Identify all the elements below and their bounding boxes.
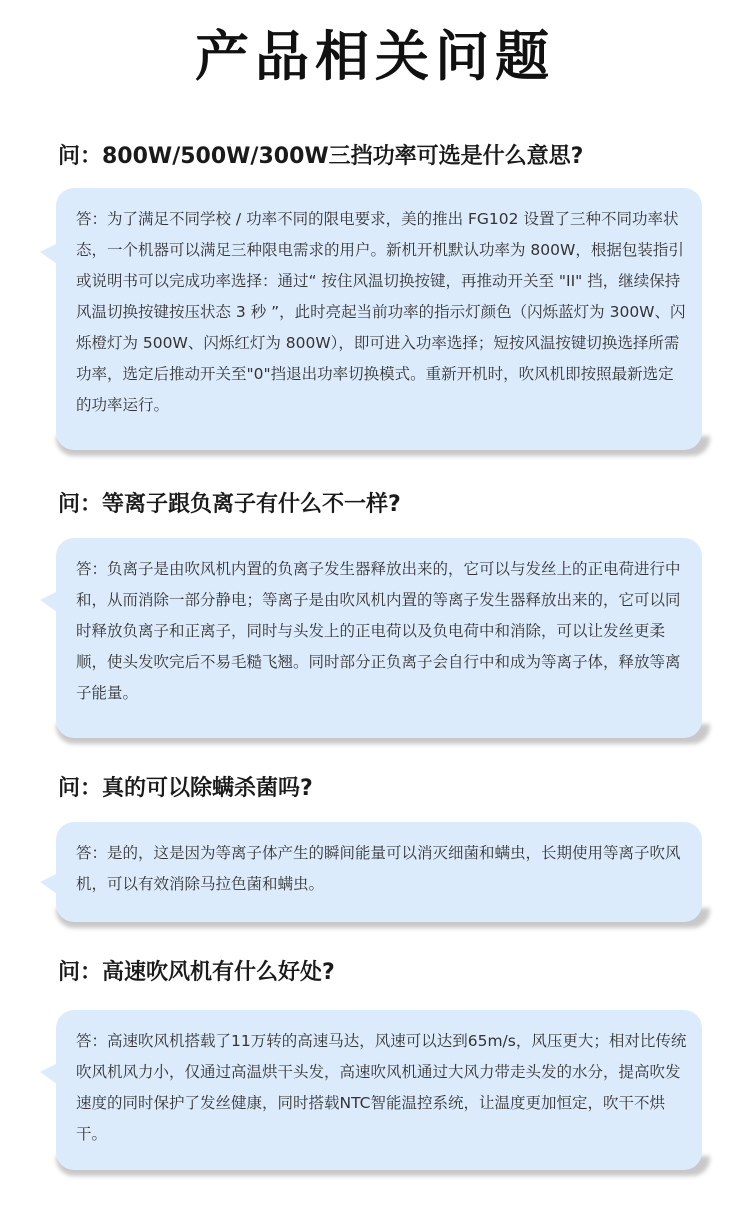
answer-2: 答：负离子是由吹风机内置的负离子发生器释放出来的，它可以与发丝上的正电荷进行中和，从而消除一部分静电；等离子是由吹风机内置的等离子发生器释放出来的，它可以同时释放负离子和正离子，同时与头发上的正电荷以及负电荷中和消除，可以让发丝更柔顺，使头发吹完后不易毛糙飞翘。同时部分正负离子会自行中和成为等离子体，释放等离子能量。 (76, 560, 681, 702)
bubble-body (56, 822, 702, 922)
answer-1: 答：为了满足不同学校 / 功率不同的限电要求，美的推出 FG102 设置了三种不同功率状态，一个机器可以满足三种限电需求的用户。新机开机默认功率为 800W，根据包装指引或说明书可以完成功率选择：通过“ 按住风温切换按键，再推动开关至 "II" 挡，继续保持风温切换按键按压状态 3 秒 ”，此时亮起当前功率的指示灯颜色（闪烁蓝灯为 300W、闪烁橙灯为 500W、闪烁红灯为 800W），即可进入功率选择；短按风温按键切换选择所需功率，选定后推动开关至"0"挡退出功率切换模式。重新开机时，吹风机即按照最新选定的功率运行。 (76, 210, 686, 414)
bubble-body (56, 538, 702, 738)
bubble-body (56, 1010, 702, 1170)
question-2: 问：等离子跟负离子有什么不一样? (58, 492, 401, 517)
answer-bubble-3 (40, 822, 710, 922)
answer-3: 答：是的，这是因为等离子体产生的瞬间能量可以消灭细菌和螨虫，长期使用等离子吹风机，可以有效消除马拉色菌和螨虫。 (76, 844, 681, 893)
bubble-body (56, 188, 702, 450)
answer-bubble-4 (40, 1010, 710, 1170)
question-3: 问：真的可以除螨杀菌吗? (58, 776, 313, 801)
question-1: 问：800W/500W/300W三挡功率可选是什么意思? (58, 144, 584, 169)
answer-bubble-1 (40, 188, 710, 450)
question-4: 问：高速吹风机有什么好处? (58, 960, 335, 985)
answer-bubble-2 (40, 538, 710, 738)
page-title: 产品相关问题 (195, 25, 555, 88)
answer-4: 答：高速吹风机搭载了11万转的高速马达，风速可以达到65m/s，风压更大；相对比传统吹风机风力小，仅通过高温烘干头发，高速吹风机通过大风力带走头发的水分，提高吹发速度的同时保护了发丝健康，同时搭载NTC智能温控系统，让温度更加恒定，吹干不烘干。 (76, 1032, 687, 1143)
